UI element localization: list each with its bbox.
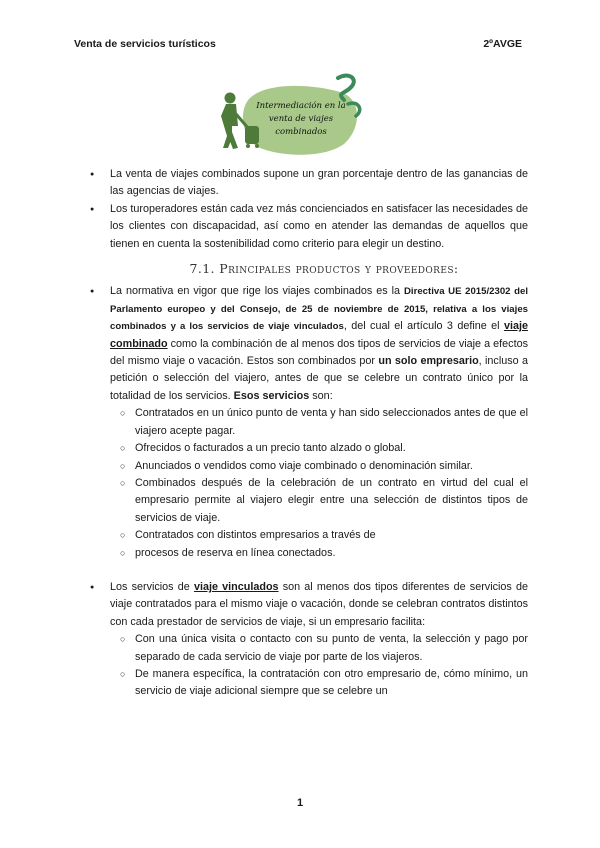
intro-bullet-1: ● La venta de viajes combinados supone un gran porcentaje dentro de las ganancias de las agencias de viajes.: [90, 166, 528, 201]
paragraph-viaje-vinculado: ● Los servicios de viaje vinculados son al menos dos tipos diferentes de servicios de viaje contratados para el mismo viaje o vacación, donde se celebran contratos distintos con cada prestador de servicios de viaje, si un empresario facilita:: [90, 579, 528, 631]
list-item: ○ De manera específica, la contratación con otro empresario de, cómo mínimo, un servicio de viaje adicional siempre que se celebre un: [90, 666, 528, 701]
list-item: ○ Contratados en un único punto de venta y han sido seleccionados antes de que el viajero acepte pagar.: [90, 405, 528, 440]
list-item: ○ Con una única visita o contacto con su punto de venta, la selección y pago por separado de cada servicio de viaje por parte de los viajeros.: [90, 631, 528, 666]
list-item: ○ procesos de reserva en línea conectados.: [90, 545, 528, 562]
paragraph-viaje-combinado: ● La normativa en vigor que rige los viajes combinados es la Directiva UE 2015/2302 del Parlamento europeo y del Consejo, de 25 de noviembre de 2015, relativa a los viajes combinados y a los servicios de viaje vinculados, del cual el artículo 3 define el viaje combinado como la combinación de al menos dos tipos de servicios de viaje a efectos del mismo viaje o vacación. Estos son combinados por un solo empresario, incluso a petición o selección del viajero, antes de que se celebre un contrato único por la totalidad de los servicios. Esos servicios son:: [90, 283, 528, 405]
header-group-code: 2ºAVGE: [483, 38, 522, 50]
list-item: ○ Contratados con distintos empresarios a través de: [90, 527, 528, 544]
page-number: 1: [296, 797, 304, 809]
banner-title: Intermediación en la venta de viajes combinados: [256, 101, 346, 137]
section-heading: 7.1. Principales productos y proveedores:: [189, 261, 459, 277]
list-item: ○ Combinados después de la celebración de un contrato en virtud del cual el empresario permite al viajero elegir entre una selección de distintos tipos de servicios de viaje.: [90, 475, 528, 527]
header-course-title: Venta de servicios turísticos: [74, 38, 216, 50]
topic-banner: [212, 70, 382, 165]
list-item: ○ Anunciados o vendidos como viaje combinado o denominación similar.: [90, 458, 528, 475]
list-item: ○ Ofrecidos o facturados a un precio tanto alzado o global.: [90, 440, 528, 457]
intro-bullet-2: ● Los turoperadores están cada vez más concienciados en satisfacer las necesidades de los clientes con discapacidad, así como en atender las demandas de aquellos que tienen en cuenta la sostenibilidad como criterio para elegir un destino.: [90, 201, 528, 253]
document-body: [90, 166, 528, 701]
